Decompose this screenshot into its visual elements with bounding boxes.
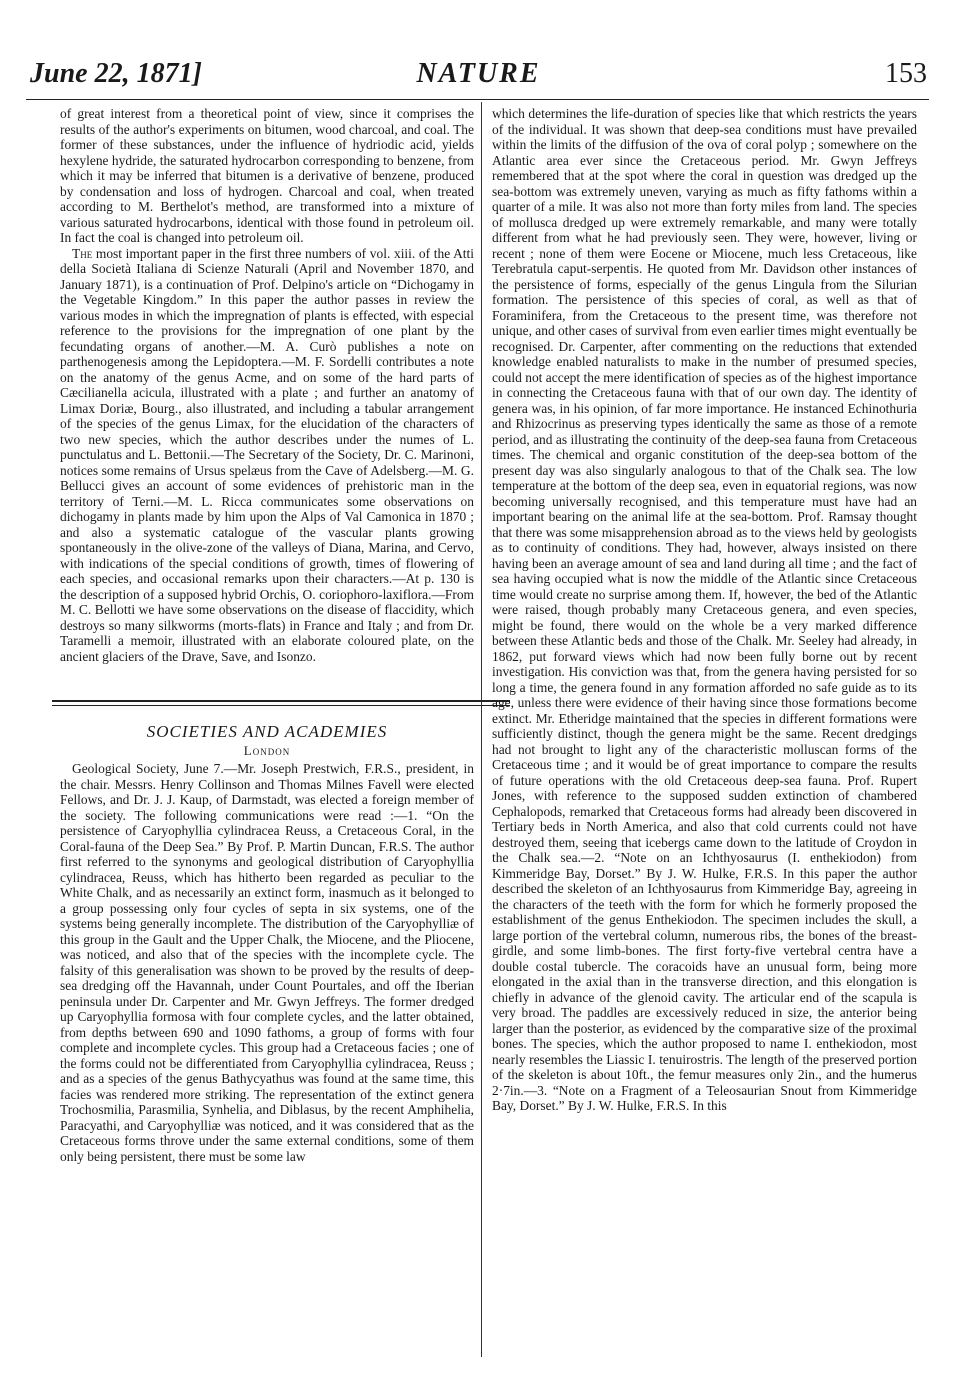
header-rule	[26, 99, 929, 100]
section-title: SOCIETIES AND ACADEMIES	[146, 722, 388, 741]
right-column	[492, 106, 917, 1114]
article-paragraph: Geological Society, June 7.—Mr. Joseph Prestwich, F.R.S., president, in the chair. Messrs. Henry Collinson and Thomas Milnes Favell were elected Fellows, and Dr. J. J. Kaup, of Darmstadt, was elected a foreign member of the society. The following communications were read :—1. “On the persistence of Caryophyllia cylindracea Reuss, a Cretaceous Coral, in the Coral-fauna of the Deep Sea.” By Prof. P. Martin Duncan, F.R.S. The author first referred to the synonyms and geological distribution of Caryophyllia cylindracea, Reuss, which has hitherto been regarded as peculiar to the White Chalk, and as necessarily an extinct form, inasmuch as it belonged to a group possessing only four cycles of septa in six systems, one of the systems being generally incomplete. The distribution of the Caryophylliæ of this group in the Gault and the Upper Chalk, the Miocene, and the Pliocene, was noticed, and also that of the species with the incomplete cycle. The falsity of this generalisation was shown to be proved by the results of deep-sea dredging off the Havannah, under Count Pourtales, and off the Iberian peninsula under Dr. Carpenter and Mr. Gwyn Jeffreys. The former dredged up Caryophyllia formosa with four complete cycles, and the latter obtained, from depths between 690 and 1090 fathoms, a group of forms with four complete and incomplete cycles. This group had a Cretaceous facies ; one of the forms could not be differentiated from Caryophyllia cylindracea, Reuss ; and as a species of the genus Bathycyathus was found at the same time, this facies was rendered more striking. The representation of the extinct genera Trochosmilia, Parasmilia, Synhelia, and Diblasus, by the recent Amphihelia, Paracyathi, and Caryophylliæ was noticed, and it was considered that as the Cretaceous forms throve under the same external conditions, some of them only being persistent, there must be some law	[60, 761, 474, 1164]
journal-title: NATURE	[416, 58, 541, 89]
article-paragraph	[60, 246, 474, 665]
issue-date: June 22, 1871]	[30, 58, 202, 89]
paragraph-text: most important paper in the first three numbers of vol. xiii. of the Atti della Società Italiana di Scienze Naturali (April and November 1870, and January 1871), is a continuation of Prof. Delpino's article on “Dichogamy in the Vegetable Kingdom.” In this paper the author passes in review the various modes in which the impregnation of plants is effected, with especial reference to the provisions for the impregnation of one plant by the fecundating organs of another.—M. A. Curò publishes a note on parthenogenesis among the Lepidoptera.—M. F. Sordelli contributes a note on the anatomy of the genus Acme, and on some of the hard parts of Cæcilianella acicula, illustrated with a plate ; and further an anatomy of Limax Doriæ, Bourg., also illustrated, and including a tabular arrangement of the species of the genus Limax, for the elucidation of the characters of two new species, which the author describes under the numes of L. punctulatus and L. Bettonii.—The Secretary of the Society, Dr. C. Marinoni, notices some remains of Ursus spelæus from the Cave of Adelsberg.—M. G. Bellucci gives an account of some evidences of prehistoric man in the territory of Terni.—M. L. Ricca communicates some observations on dichogamy in plants made by him upon the Alps of Val Camonica in 1870 ; and also a systematic catalogue of the vascular plants growing spontaneously in the olive-zone of the valleys of Diana, Marina, and Cervo, with indications of the special conditions of growth, times of flowering of each species, and occasional remarks upon their characters.—At p. 130 is the description of a supposed hybrid Orchis, O. coriophoro-laxiflora.—From M. C. Bellotti we have some observations on the disease of flaccidity, which destroys so many silkworms (morts-flats) in France and Italy ; and from Dr. Taramelli a memoir, illustrated with an elaborate coloured plate, on the ancient glaciers of the Drave, Save, and Isonzo.	[60, 245, 474, 664]
page-number: 153	[885, 58, 927, 89]
section-subtitle: London	[243, 742, 291, 758]
article-paragraph: which determines the life-duration of species like that which restricts the years of the individual. It was shown that deep-sea conditions must have prevailed within the limits of the diffusion of the ova of coral polyp ; somewhere on the Atlantic area ever since the Cretaceous period. Mr. Gwyn Jeffreys remembered that at the spot where the coral in question was dredged up the sea-bottom was extremely uneven, varying as much as fifty fathoms within a quarter of a mile. It was also not more than forty miles from land. The species of mollusca dredged up were extremely remarkable, and many were totally different from what he had previously seen. They were, however, living or recent ; none of them were Eocene or Miocene, much less Cretaceous, like Terebratula caput-serpentis. He quoted from Mr. Davidson other instances of the persistence of forms, especially of the genus Lingula from the Silurian formation. The persistence of this species of coral, as well as that of Foraminifera, from the Cretaceous to the present time, was therefore not unique, and other cases of survival from even earlier times might eventually be recognised. Dr. Carpenter, after commenting on the reductions that extended knowledge enabled naturalists to make in the number of presumed species, could not accept the mere identification of species as of the highest importance in connecting the Cretaceous fauna with that of our own day. The identity of genera was, in his opinion, of far more importance. He instanced Echinothuria and Rhizocrinus as preserving types identically the same as those of a remote period, and as illustrating the continuity of the deep-sea fauna from Cretaceous times. The chemical and organic constitution of the deep-sea bottom of the present day was also singularly analogous to that of the Chalk sea. The low temperature at the bottom of the deep sea, even in equatorial regions, was now becoming universally recognised, and this temperature must have had an important bearing on the animal life at the sea-bottom. Prof. Ramsay thought that there was some misapprehension abroad as to the views held by geologists as to continuity of conditions. They had, however, always insisted on there having been an average amount of sea and land during all time ; and the fact of sea having occupied what is now the middle of the Atlantic since Cretaceous time would create no surprise among them. If, however, the bed of the Atlantic were raised, though probably many Cretaceous genera, and even species, might be found, there would on the whole be a very marked difference between these Atlantic beds and those of the Chalk. Mr. Seeley had already, in 1862, put forward views which had now been fully borne out by recent investigation. His conviction was that, from the genera having persisted for so long a time, the genera found in any formation afforded no safe guide as to its age, unless there were evidence of their having since those formations become extinct. Mr. Etheridge maintained that the species in different formations were sufficiently distinct, though the genera might be the same. Recent dredgings had not brought to light any of the characteristic molluscan forms of the Cretaceous time ; and it would be of great importance to compare the results of future operations with the old Cretaceous deep-sea fauna. Prof. Rupert Jones, with reference to the supposed sudden extinction of chambered Cephalopods, remarked that Cretaceous forms had already been discovered in Tertiary beds in North America, and also that cold currents could not have destroyed them, seeing that icebergs came down to the latitude of Croydon in the Chalk sea.—2. “Note on an Ichthyosaurus (I. enthekiodon) from Kimmeridge Bay, Dorset.” By J. W. Hulke, F.R.S. In this paper the author described the skeleton of an Ichthyosaurus from Kimmeridge Bay, agreeing in the characters of the teeth with the form for which he formerly proposed the establishment of the genus Enthekiodon. The specimen includes the skull, a large portion of the vertebral column, numerous ribs, the bones of the breast-girdle, and some limb-bones. The first forty-five vertebral centra have a double costal tubercle. The coracoids have an unusual form, being more elongated in the axial than in the transverse direction, and this elongation is chiefly in advance of the glenoid cavity. The articular end of the scapula is very broad. The paddles are excessively reduced in size, the anterior being larger than the posterior, as evidenced by the comparative size of the proximal bones. The species, which the author proposed to name I. enthekiodon, most nearly resembles the Liassic I. tenuirostris. The length of the preserved portion of the skeleton is about 10ft., the femur measures only 2in., and the humerus 2·7in.—3. “Note on a Fragment of a Teleosaurian Snout from Kimmeridge Bay, Dorset.” By J. W. Hulke, F.R.S. In this	[492, 106, 918, 1113]
section-rule	[52, 705, 510, 706]
article-paragraph: of great interest from a theoretical point of view, since it comprises the results of the author's experiments on bitumen, wood charcoal, and coal. The former of these substances, under the influence of hydriodic acid, yields hexylene hydride, the saturated hydrocarbon corresponding to benzene, from which it may be inferred that bitumen is a derivative of benzene, produced by condensation and loss of hydrogen. Charcoal and coal, when treated according to M. Berthelot's method, are transformed into a mixture of various saturated hydrocarbons, identical with those found in petroleum oil. In fact the coal is changed into petroleum oil.	[60, 106, 474, 245]
column-separator	[481, 102, 482, 1357]
page-header	[30, 58, 927, 98]
lead-word: The	[72, 245, 93, 261]
left-column	[60, 106, 474, 1164]
section-rule	[52, 700, 510, 702]
